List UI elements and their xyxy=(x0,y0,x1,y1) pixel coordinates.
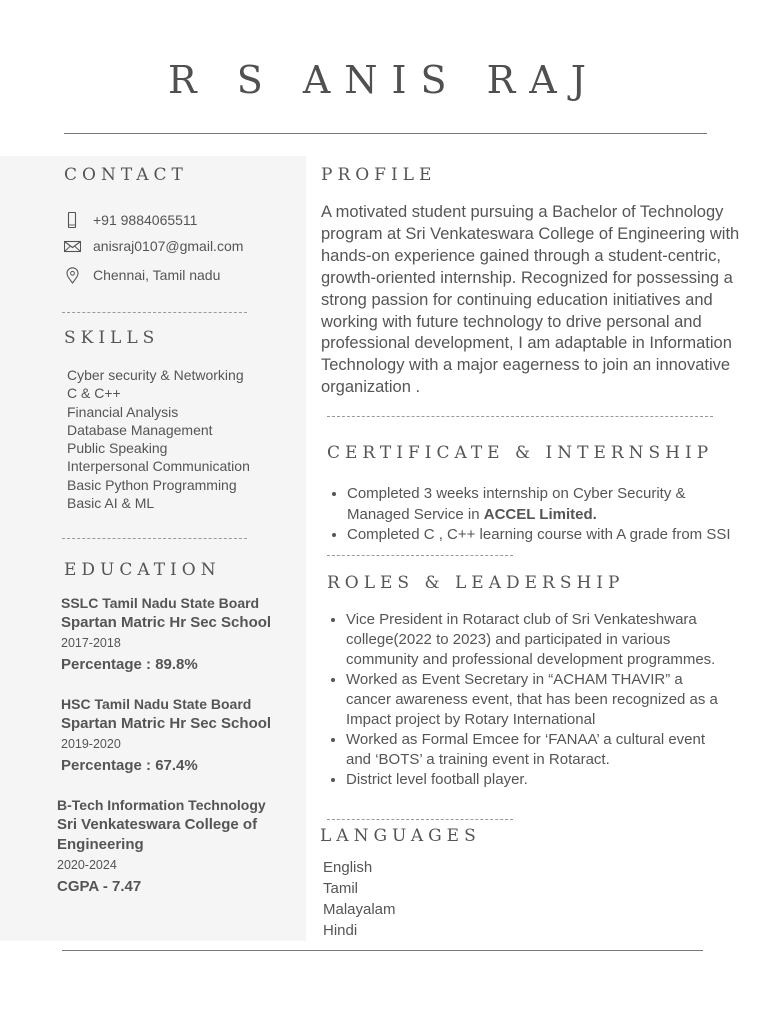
edu-years: 2017-2018 xyxy=(61,636,121,650)
certificate-text: Completed 3 weeks internship on Cyber Security & Managed Service in xyxy=(347,485,686,523)
header-divider xyxy=(64,133,707,134)
divider xyxy=(62,312,247,313)
skills-list xyxy=(67,366,250,512)
edu-score: Percentage : 67.4% xyxy=(61,757,198,774)
edu-years: 2020-2024 xyxy=(57,858,117,872)
location-pin-icon xyxy=(64,267,81,284)
certificate-list xyxy=(327,484,747,546)
education-entry xyxy=(57,797,282,895)
email-address: anisraj0107@gmail.com xyxy=(93,238,244,254)
divider xyxy=(327,819,513,820)
skill-item: Public Speaking xyxy=(67,440,168,457)
profile-summary: A motivated student pursuing a Bachelor of Technology program at Sri Venkateswara College of Engineering with hands-on experience gained through a student-centric, growth-oriented internship. Recognized for possessing a strong passion for continuing education initiatives and working with future technology to drive personal and professional development, I am adaptable in Information Technology with a major eagerness to join an innovative organization . xyxy=(321,203,740,397)
skill-item: Interpersonal Communication xyxy=(67,458,250,475)
language-item: Tamil xyxy=(323,880,359,897)
role-item: • Vice President in Rotaract club of Sri Venkateshwara college(2022 to 2023) and participated in various community and professional development programmes. xyxy=(346,610,731,670)
education-entry xyxy=(61,696,296,774)
skill-item: C & C++ xyxy=(67,385,121,402)
skill-item: Basic AI & ML xyxy=(67,495,155,512)
education-entry xyxy=(61,595,296,673)
phone-icon xyxy=(64,212,81,229)
edu-score: Percentage : 89.8% xyxy=(61,656,198,673)
phone-number: +91 9884065511 xyxy=(93,212,198,228)
role-item: • District level football player. xyxy=(346,770,731,790)
languages-list xyxy=(323,857,396,941)
footer-divider xyxy=(62,950,703,951)
language-item: Malayalam xyxy=(323,901,396,918)
edu-school: Sri Venkateswara College of Engineering xyxy=(57,816,258,853)
contact-location xyxy=(64,266,220,284)
skills-heading: SKILLS xyxy=(64,328,160,348)
certificate-item xyxy=(347,484,747,525)
edu-school: Spartan Matric Hr Sec School xyxy=(61,715,272,732)
roles-heading: ROLES & LEADERSHIP xyxy=(327,573,625,593)
contact-heading: CONTACT xyxy=(64,165,188,185)
edu-score: CGPA - 7.47 xyxy=(57,878,142,895)
languages-heading: LANGUAGES xyxy=(320,826,481,846)
skill-item: Database Management xyxy=(67,421,213,438)
divider xyxy=(62,538,247,539)
roles-list xyxy=(326,610,731,790)
candidate-name: R S ANIS RAJ xyxy=(168,58,600,102)
edu-years: 2019-2020 xyxy=(61,737,121,751)
location-text: Chennai, Tamil nadu xyxy=(93,267,221,283)
role-item: • Worked as Event Secretary in “ACHAM THAVIR” a cancer awareness event, that has been recognized as a Impact project by Rotary International xyxy=(346,670,731,730)
mail-icon xyxy=(64,238,81,255)
certificate-item: • Completed C , C++ learning course with A grade from SSI xyxy=(347,525,747,546)
contact-phone xyxy=(64,211,197,229)
profile-heading: PROFILE xyxy=(321,165,437,185)
edu-board: SSLC Tamil Nadu State Board xyxy=(61,595,260,611)
contact-email xyxy=(64,237,243,255)
skill-item: Financial Analysis xyxy=(67,403,179,420)
edu-school: Spartan Matric Hr Sec School xyxy=(61,614,272,631)
certificate-heading: CERTIFICATE & INTERNSHIP xyxy=(327,443,714,463)
divider xyxy=(327,416,713,417)
education-heading: EDUCATION xyxy=(64,560,221,580)
skill-item: Cyber security & Networking xyxy=(67,367,244,383)
role-item: • Worked as Formal Emcee for ‘FANAA’ a cultural event and ‘BOTS’ a training event in Rotaract. xyxy=(346,730,731,770)
divider xyxy=(327,555,513,556)
edu-board: HSC Tamil Nadu State Board xyxy=(61,696,252,712)
language-item: Hindi xyxy=(323,922,358,939)
company-name: ACCEL Limited. xyxy=(483,505,597,523)
edu-board: B-Tech Information Technology xyxy=(57,797,266,813)
language-item: English xyxy=(323,859,373,876)
skill-item: Basic Python Programming xyxy=(67,476,237,493)
